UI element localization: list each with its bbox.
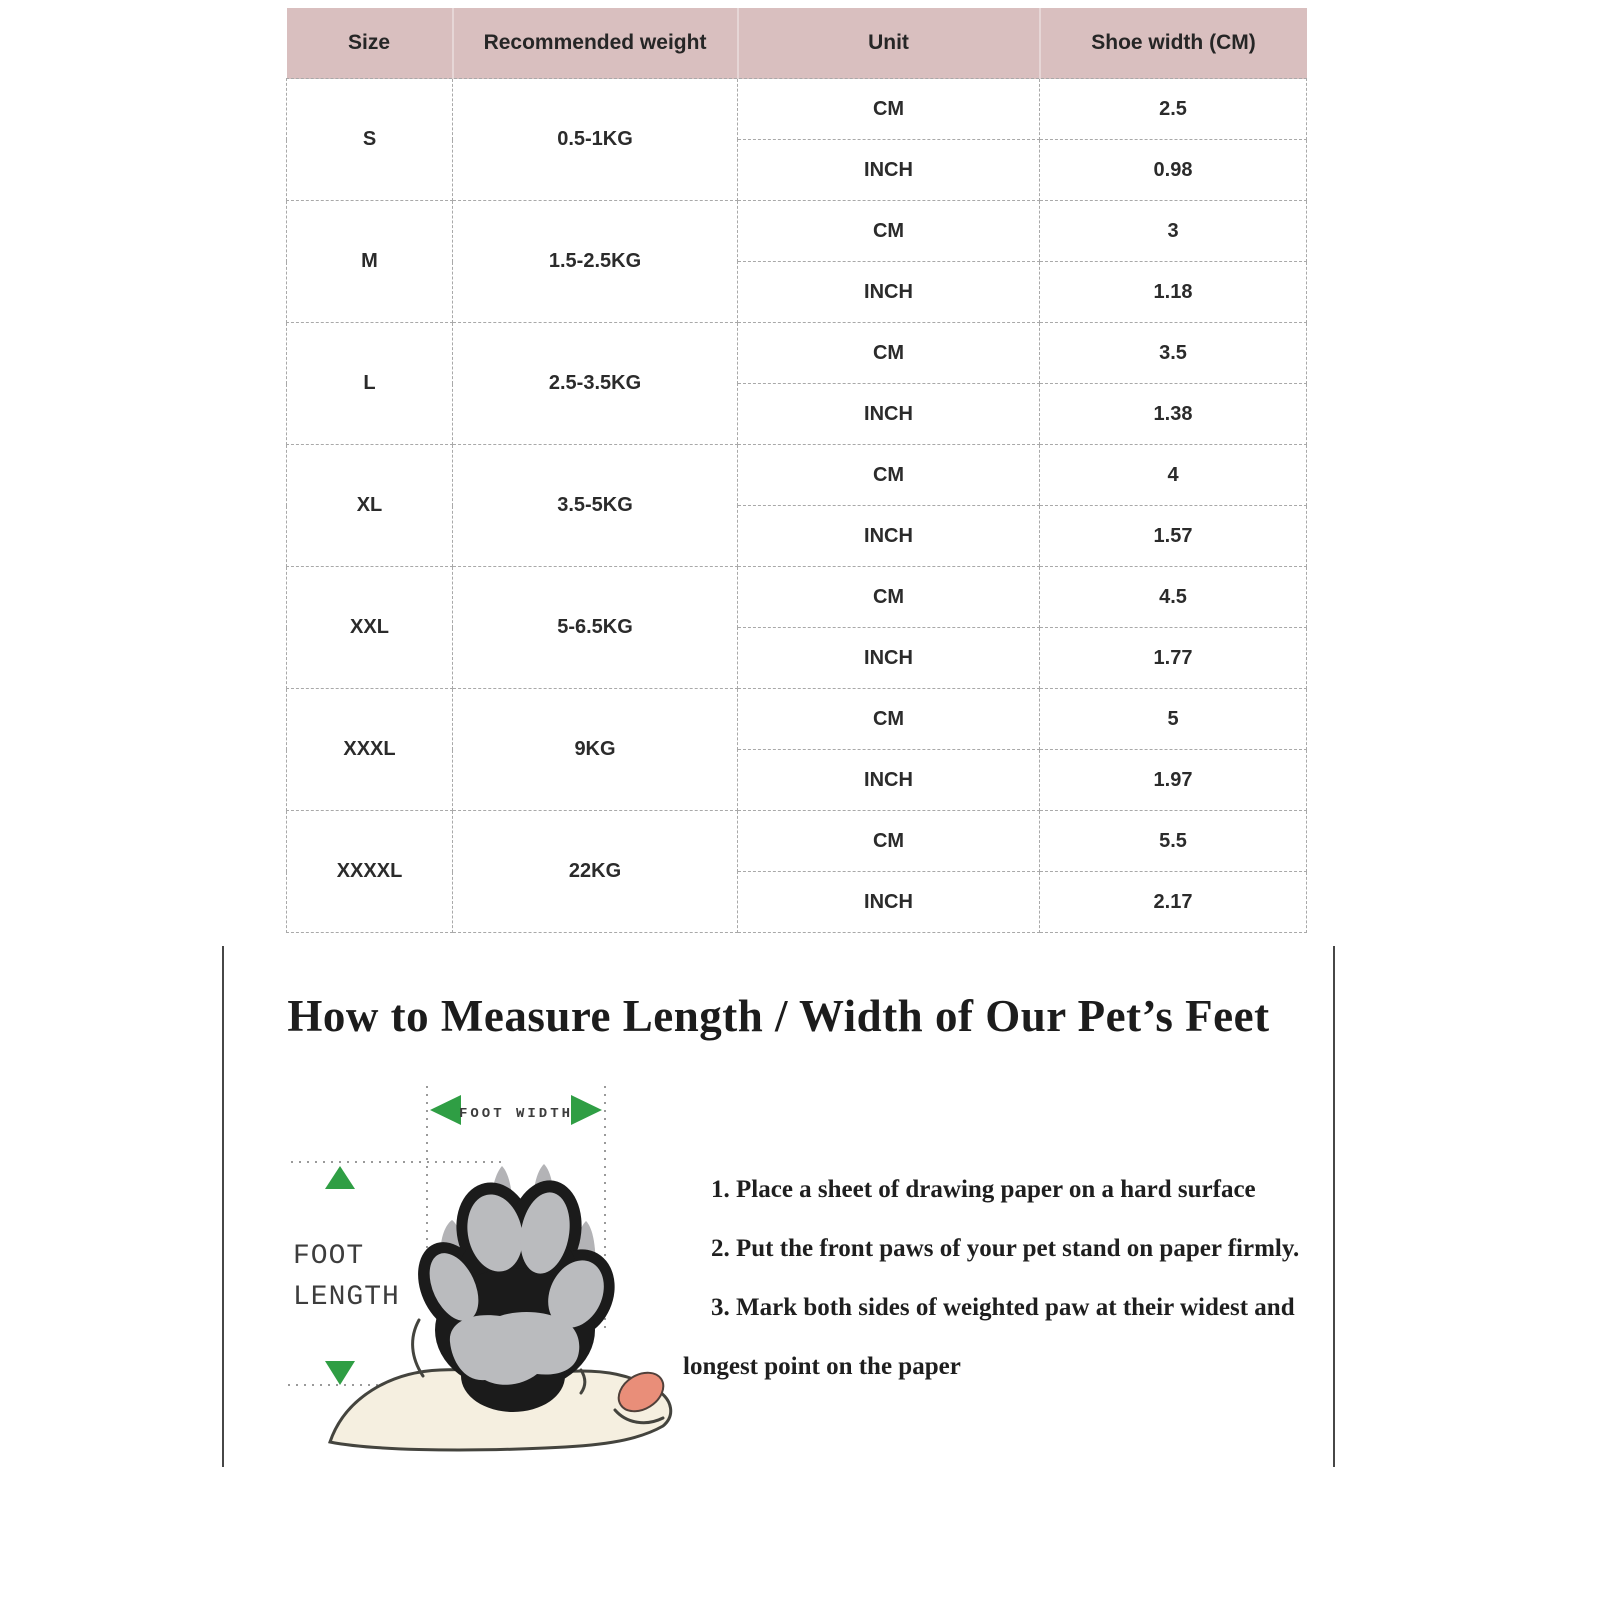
instruction-steps [683, 1160, 1333, 1396]
arrow-left-icon [430, 1095, 461, 1125]
header-shoe-width: Shoe width (CM) [1040, 8, 1307, 79]
width-cm-cell: 5 [1040, 689, 1307, 750]
weight-cell: 5-6.5KG [453, 567, 738, 689]
arrow-right-icon [571, 1095, 602, 1125]
width-inch-cell: 1.97 [1040, 750, 1307, 811]
size-cell: S [287, 79, 453, 201]
unit-cell: CM [738, 323, 1040, 384]
width-inch-cell: 1.18 [1040, 262, 1307, 323]
size-cell: M [287, 201, 453, 323]
width-inch-cell: 1.38 [1040, 384, 1307, 445]
width-cm-cell: 3.5 [1040, 323, 1307, 384]
unit-cell: CM [738, 689, 1040, 750]
unit-cell: INCH [738, 140, 1040, 201]
table-row [287, 811, 1307, 872]
unit-cell: CM [738, 567, 1040, 628]
unit-cell: CM [738, 201, 1040, 262]
header-unit: Unit [738, 8, 1040, 79]
guide-title: How to Measure Length / Width of Our Pet’s Feet [287, 991, 1270, 1041]
arrow-down-icon [325, 1361, 355, 1385]
weight-cell: 9KG [453, 689, 738, 811]
unit-cell: INCH [738, 384, 1040, 445]
table-row [287, 445, 1307, 506]
size-cell: XL [287, 445, 453, 567]
width-inch-cell: 1.77 [1040, 628, 1307, 689]
arrow-up-icon [325, 1166, 355, 1189]
table-row [287, 201, 1307, 262]
width-cm-cell: 4 [1040, 445, 1307, 506]
unit-cell: INCH [738, 506, 1040, 567]
weight-cell: 0.5-1KG [453, 79, 738, 201]
width-inch-cell: 2.17 [1040, 872, 1307, 933]
header-size: Size [287, 8, 453, 79]
size-cell: XXXL [287, 689, 453, 811]
table-header-row [287, 8, 1307, 79]
foot-width-label: FOOT WIDTH [458, 1106, 574, 1122]
width-cm-cell: 4.5 [1040, 567, 1307, 628]
foot-length-label-line2: LENGTH [293, 1282, 400, 1313]
size-chart-table [286, 8, 1307, 933]
step-2: 2. Put the front paws of your pet stand on paper firmly. [711, 1235, 1300, 1262]
unit-cell: CM [738, 811, 1040, 872]
step-3: 3. Mark both sides of weighted paw at their widest and longest point on the paper [683, 1294, 1295, 1380]
header-weight: Recommended weight [453, 8, 738, 79]
table-row [287, 323, 1307, 384]
weight-cell: 22KG [453, 811, 738, 933]
paw-measure-diagram [275, 1080, 705, 1452]
unit-cell: INCH [738, 262, 1040, 323]
width-cm-cell: 3 [1040, 201, 1307, 262]
unit-cell: CM [738, 445, 1040, 506]
unit-cell: CM [738, 79, 1040, 140]
width-cm-cell: 5.5 [1040, 811, 1307, 872]
step-1: 1. Place a sheet of drawing paper on a hard surface [711, 1176, 1256, 1203]
size-cell: XXXXL [287, 811, 453, 933]
weight-cell: 1.5-2.5KG [453, 201, 738, 323]
size-cell: XXL [287, 567, 453, 689]
unit-cell: INCH [738, 750, 1040, 811]
unit-cell: INCH [738, 872, 1040, 933]
size-cell: L [287, 323, 453, 445]
table-row [287, 567, 1307, 628]
width-inch-cell: 1.57 [1040, 506, 1307, 567]
table-row [287, 79, 1307, 140]
unit-cell: INCH [738, 628, 1040, 689]
width-inch-cell: 0.98 [1040, 140, 1307, 201]
weight-cell: 3.5-5KG [453, 445, 738, 567]
width-cm-cell: 2.5 [1040, 79, 1307, 140]
weight-cell: 2.5-3.5KG [453, 323, 738, 445]
ankle-line [413, 1320, 423, 1376]
foot-length-label-line1: FOOT [293, 1241, 365, 1272]
table-row [287, 689, 1307, 750]
